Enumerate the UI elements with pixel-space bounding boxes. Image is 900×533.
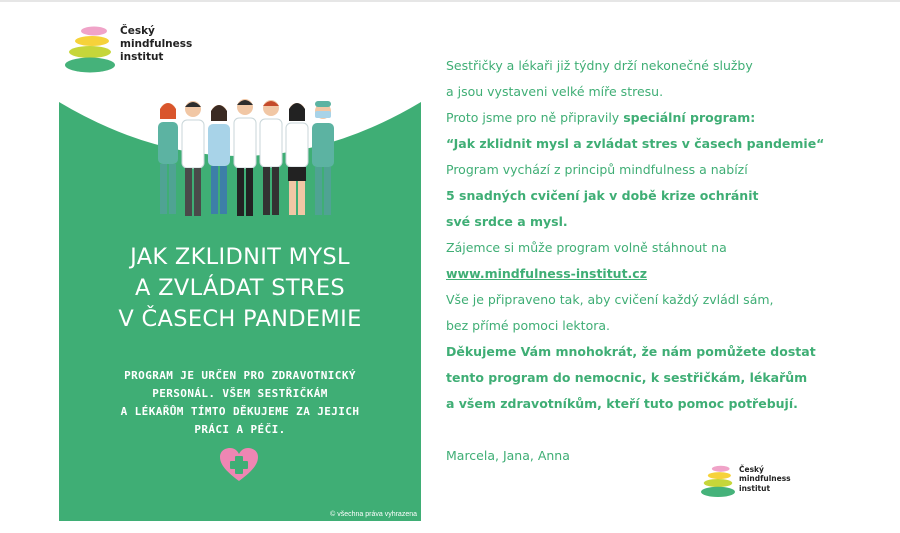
poster-subtitle-line: PERSONÁL. VŠEM SESTŘIČKÁM [152, 387, 328, 400]
logo-text [739, 465, 791, 493]
poster-title-line: V ČASECH PANDEMIE [118, 306, 362, 332]
message-block [446, 53, 886, 469]
message-bold-line: 5 snadných cvičení jak v době krize ochránit [446, 188, 759, 203]
message-line [446, 105, 886, 131]
logo-text [120, 25, 192, 64]
poster-subtitle-line: PROGRAM JE URČEN PRO ZDRAVOTNICKÝ [124, 369, 356, 382]
website-link[interactable]: www.mindfulness-institut.cz [446, 266, 647, 281]
logo-line-1: Český [120, 25, 155, 37]
doctor-figure-icon [286, 103, 308, 215]
doctor-figure-icon [234, 99, 256, 216]
doctor-figure-icon [182, 101, 204, 216]
doctor-figure-icon [312, 101, 334, 215]
logo-line-3: institut [739, 483, 771, 493]
logo-stones-icon [64, 24, 116, 74]
message-line: Zájemce si může program volně stáhnout na [446, 240, 727, 255]
top-divider [0, 0, 900, 2]
message-line: Sestřičky a lékaři již týdny drží nekonečné služby [446, 58, 753, 73]
message-bold-line: své srdce a mysl. [446, 214, 568, 229]
poster-title-line: A ZVLÁDAT STRES [135, 275, 345, 301]
doctor-figure-icon [260, 100, 282, 215]
logo-line-2: mindfulness [739, 474, 791, 484]
poster-subtitle-line: PRÁCI A PÉČI. [194, 423, 286, 436]
message-line: bez přímé pomoci lektora. [446, 318, 610, 333]
logo-line-3: institut [120, 51, 164, 64]
logo-line-2: mindfulness [120, 38, 193, 51]
poster-subtitle [59, 367, 421, 439]
message-text: Proto jsme pro ně připravily [446, 110, 624, 125]
doctor-figure-icon [158, 103, 178, 214]
thanks-line: tento program do nemocnic, k sestřičkám, lékařům [446, 370, 808, 385]
message-line: Program vychází z principů mindfulness a nabízí [446, 162, 748, 177]
medical-staff-illustration [147, 95, 347, 221]
thanks-line: a všem zdravotníkům, kteří tuto pomoc potřebují. [446, 396, 798, 411]
program-title: “Jak zklidnit mysl a zvládat stres v časech pandemie“ [446, 136, 825, 151]
copyright-text: © všechna práva vyhrazena [330, 511, 417, 518]
logo-top [64, 24, 192, 74]
logo-line-1: Český [739, 465, 764, 474]
poster-title-line: JAK ZKLIDNIT MYSL [130, 244, 350, 270]
poster-subtitle-line: A LÉKAŘŮM TÍMTO DĚKUJEME ZA JEJICH [120, 405, 360, 418]
signature: Marcela, Jana, Anna [446, 448, 570, 463]
doctor-figure-icon [208, 105, 230, 214]
logo-stones-icon [700, 464, 736, 498]
message-line: a jsou vystaveni velké míře stresu. [446, 84, 664, 99]
poster-title [59, 242, 421, 335]
message-bold-text: speciální program: [623, 110, 756, 125]
logo-bottom [700, 464, 791, 498]
message-line: Vše je připraveno tak, aby cvičení každý zvládl sám, [446, 292, 774, 307]
heart-plus-icon [219, 447, 259, 483]
poster [59, 90, 421, 521]
thanks-line: Děkujeme Vám mnohokrát, že nám pomůžete dostat [446, 344, 816, 359]
